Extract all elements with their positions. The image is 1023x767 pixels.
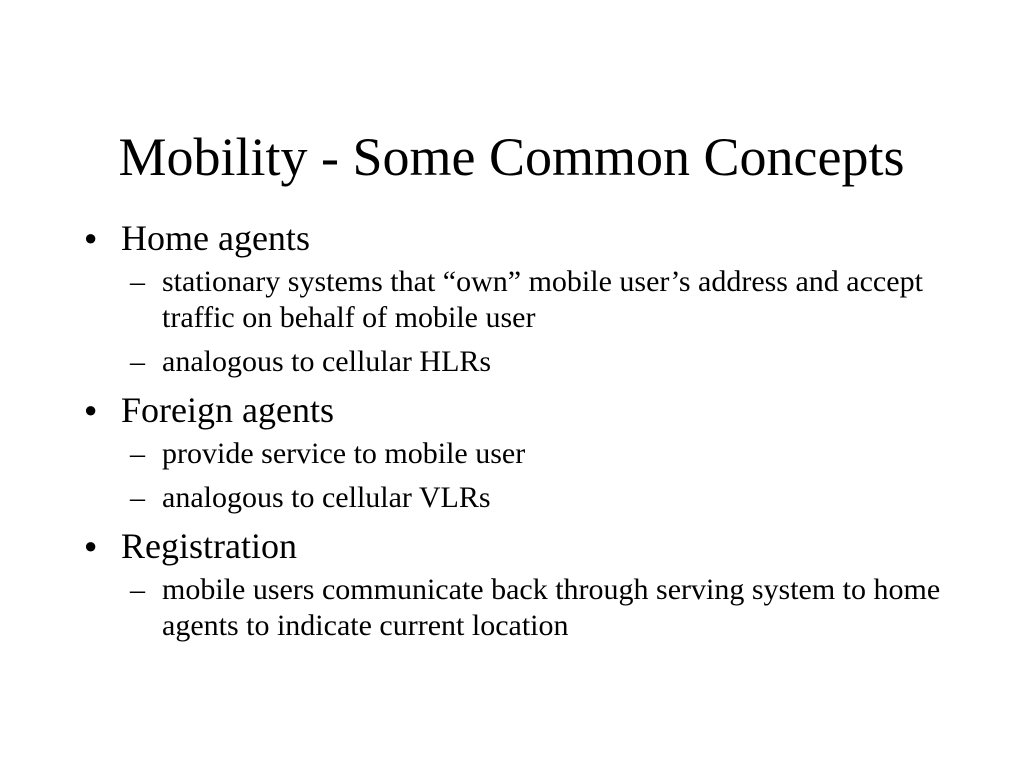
bullet-dot-icon: ●	[84, 225, 98, 250]
sub-bullet-list	[84, 264, 984, 380]
bullet-dot-icon: ●	[84, 533, 98, 558]
sub-bullet-item	[84, 344, 984, 380]
bullet-item	[84, 524, 984, 568]
bullet-dot-icon: ●	[84, 397, 98, 422]
bullet-group-foreign-agents	[84, 388, 984, 516]
bullet-group-registration	[84, 524, 984, 644]
bullet-item	[84, 388, 984, 432]
dash-icon: –	[130, 345, 145, 378]
dash-icon: –	[130, 437, 145, 470]
bullet-group-home-agents	[84, 216, 984, 380]
slide-title: Mobility - Some Common Concepts	[118, 127, 905, 187]
sub-bullet-list	[84, 436, 984, 516]
sub-bullet-item	[84, 480, 984, 516]
dash-icon: –	[130, 573, 145, 606]
bullet-list	[84, 216, 984, 652]
sub-bullet-text: provide service to mobile user	[162, 437, 526, 470]
bullet-text: Registration	[121, 526, 297, 566]
bullet-item	[84, 216, 984, 260]
sub-bullet-item	[84, 572, 984, 644]
dash-icon: –	[130, 265, 145, 298]
bullet-text: Home agents	[121, 218, 310, 258]
sub-bullet-text: mobile users communicate back through serving system to home agents to indicate current location	[162, 573, 941, 642]
sub-bullet-text: analogous to cellular HLRs	[162, 345, 492, 378]
dash-icon: –	[130, 481, 145, 514]
sub-bullet-list	[84, 572, 984, 644]
sub-bullet-item	[84, 264, 984, 336]
sub-bullet-item	[84, 436, 984, 472]
sub-bullet-text: stationary systems that “own” mobile user’s address and accept traffic on behalf of mobile user	[162, 265, 923, 334]
bullet-text: Foreign agents	[121, 390, 334, 430]
sub-bullet-text: analogous to cellular VLRs	[162, 481, 491, 514]
